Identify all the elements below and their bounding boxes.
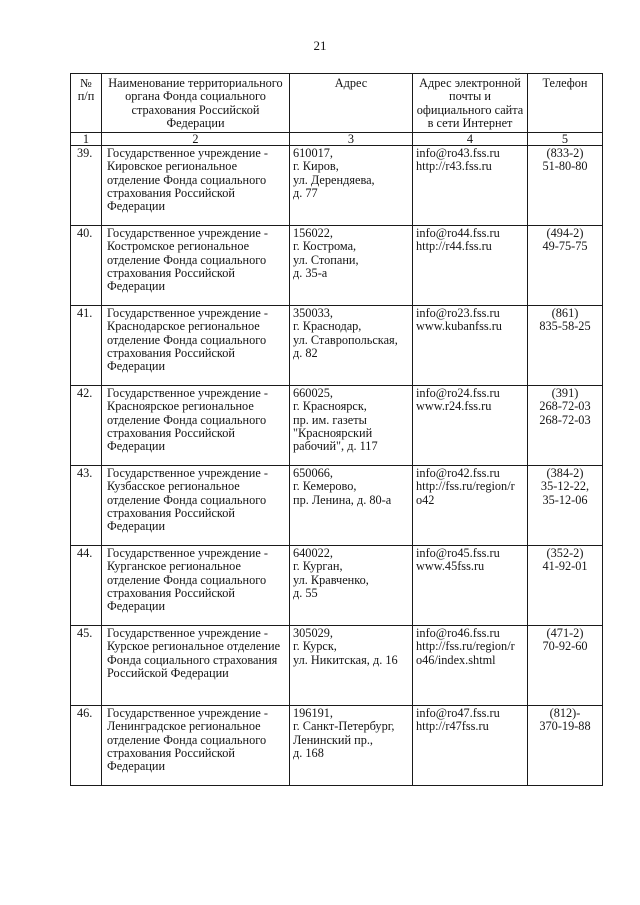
address-cell [290, 706, 413, 786]
web-cell [413, 306, 528, 386]
address-line: д. 82 [293, 346, 318, 361]
phone-line: 70-92-60 [542, 639, 588, 654]
web-cell [413, 146, 528, 226]
header-number: № п/п [71, 74, 102, 133]
phone-line: 835-58-25 [539, 319, 591, 334]
phone-line: 41-92-01 [542, 559, 588, 574]
web-cell [413, 546, 528, 626]
address-cell [290, 386, 413, 466]
body-name: Государственное учреждение - Кировское региональное отделение Фонда социального страхования Российской Федерации [102, 146, 290, 226]
web-cell [413, 466, 528, 546]
web-line: info@ro42.fss.ru [416, 466, 500, 481]
web-line: info@ro45.fss.ru [416, 546, 500, 561]
web-cell [413, 386, 528, 466]
address-line: пр. им. газеты [293, 412, 367, 427]
address-line: 156022, [293, 226, 333, 241]
row-number: 46. [71, 706, 102, 786]
phone-line: (471-2) [546, 626, 584, 641]
address-line: д. 35-а [293, 266, 328, 281]
territorial-bodies-table [70, 73, 603, 786]
table-row [71, 626, 603, 706]
address-cell [290, 626, 413, 706]
address-line: 196191, [293, 706, 333, 721]
address-cell [290, 146, 413, 226]
phone-line: 49-75-75 [542, 239, 588, 254]
column-index: 2 [102, 133, 290, 146]
phone-cell [528, 706, 603, 786]
row-number: 40. [71, 226, 102, 306]
table-header-row [71, 74, 603, 133]
table-row [71, 226, 603, 306]
address-line: 305029, [293, 626, 333, 641]
phone-line: (384-2) [546, 466, 584, 481]
phone-line: 51-80-80 [542, 159, 588, 174]
web-cell [413, 626, 528, 706]
address-line: г. Кемерово, [293, 479, 357, 494]
phone-line: 370-19-88 [539, 719, 591, 734]
phone-line: (352-2) [546, 546, 584, 561]
address-line: 660025, [293, 386, 333, 401]
web-line: www.kubanfss.ru [416, 319, 502, 334]
address-line: ул. Никитская, д. 16 [293, 652, 398, 667]
address-line: ул. Ставропольская, [293, 332, 398, 347]
address-line: рабочий", д. 117 [293, 439, 378, 454]
row-number: 43. [71, 466, 102, 546]
table-body [71, 146, 603, 786]
table-row [71, 306, 603, 386]
column-index-row [71, 133, 603, 146]
page-number: 21 [313, 38, 327, 53]
address-line: г. Красноярск, [293, 399, 367, 414]
web-line: info@ro24.fss.ru [416, 386, 500, 401]
table-row [71, 706, 603, 786]
address-line: ул. Кравченко, [293, 572, 369, 587]
body-name: Государственное учреждение - Краснодарское региональное отделение Фонда социального страхования Российской Федерации [102, 306, 290, 386]
web-line: info@ro44.fss.ru [416, 226, 500, 241]
row-number: 39. [71, 146, 102, 226]
phone-cell [528, 306, 603, 386]
address-line: 640022, [293, 546, 333, 561]
web-line: info@ro43.fss.ru [416, 146, 500, 161]
address-line: ул. Стопани, [293, 252, 359, 267]
address-line: д. 55 [293, 586, 318, 601]
web-line: info@ro46.fss.ru [416, 626, 500, 641]
web-line: o46/index.shtml [416, 652, 496, 667]
row-number: 44. [71, 546, 102, 626]
address-line: д. 77 [293, 186, 318, 201]
address-line: г. Краснодар, [293, 319, 362, 334]
address-line: 610017, [293, 146, 333, 161]
phone-line: 268-72-03 [539, 399, 591, 414]
body-name: Государственное учреждение - Красноярское региональное отделение Фонда социального страхования Российской Федерации [102, 386, 290, 466]
table-row [71, 466, 603, 546]
web-line: http://r47fss.ru [416, 719, 489, 734]
phone-line: 35-12-22, [540, 479, 590, 494]
web-line: www.45fss.ru [416, 559, 485, 574]
address-cell [290, 546, 413, 626]
column-index: 4 [413, 133, 528, 146]
web-line: o42 [416, 492, 435, 507]
web-cell [413, 706, 528, 786]
phone-cell [528, 146, 603, 226]
header-address: Адрес [290, 74, 413, 133]
column-index: 1 [71, 133, 102, 146]
address-line: г. Кострома, [293, 239, 357, 254]
web-line: http://fss.ru/region/r [416, 479, 515, 494]
address-line: д. 168 [293, 746, 324, 761]
address-cell [290, 226, 413, 306]
address-line: г. Киров, [293, 159, 339, 174]
web-line: http://fss.ru/region/r [416, 639, 515, 654]
phone-line: 268-72-03 [539, 412, 591, 427]
phone-cell [528, 466, 603, 546]
web-line: info@ro47.fss.ru [416, 706, 500, 721]
phone-line: (861) [551, 306, 579, 321]
body-name: Государственное учреждение - Курганское региональное отделение Фонда социального страхования Российской Федерации [102, 546, 290, 626]
phone-line: (812)- [549, 706, 581, 721]
address-line: г. Курск, [293, 639, 337, 654]
web-line: www.r24.fss.ru [416, 399, 492, 414]
phone-cell [528, 386, 603, 466]
web-cell [413, 226, 528, 306]
row-number: 41. [71, 306, 102, 386]
phone-cell [528, 546, 603, 626]
body-name: Государственное учреждение - Костромское региональное отделение Фонда социального страхования Российской Федерации [102, 226, 290, 306]
address-line: 650066, [293, 466, 333, 481]
address-line: ул. Дерендяева, [293, 172, 375, 187]
header-web: Адрес электронной почты и официального сайта в сети Интернет [413, 74, 528, 133]
phone-cell [528, 226, 603, 306]
address-cell [290, 466, 413, 546]
web-line: http://r44.fss.ru [416, 239, 492, 254]
table-row [71, 146, 603, 226]
phone-cell [528, 626, 603, 706]
phone-line: (391) [551, 386, 579, 401]
address-line: г. Курган, [293, 559, 343, 574]
table-row [71, 546, 603, 626]
column-index: 3 [290, 133, 413, 146]
column-index: 5 [528, 133, 603, 146]
body-name: Государственное учреждение - Кузбасское региональное отделение Фонда социального страхования Российской Федерации [102, 466, 290, 546]
phone-line: (833-2) [546, 146, 584, 161]
row-number: 45. [71, 626, 102, 706]
table-row [71, 386, 603, 466]
address-line: г. Санкт-Петербург, [293, 719, 395, 734]
header-name: Наименование территориального органа Фонда социального страхования Российской Федерации [102, 74, 290, 133]
body-name: Государственное учреждение - Ленинградское региональное отделение Фонда социального страхования Российской Федерации [102, 706, 290, 786]
address-line: "Красноярский [293, 426, 373, 441]
header-phone: Телефон [528, 74, 603, 133]
address-cell [290, 306, 413, 386]
body-name: Государственное учреждение - Курское региональное отделение Фонда социального страхования Российской Федерации [102, 626, 290, 706]
web-line: http://r43.fss.ru [416, 159, 492, 174]
row-number: 42. [71, 386, 102, 466]
phone-line: 35-12-06 [542, 492, 588, 507]
address-line: пр. Ленина, д. 80-а [293, 492, 392, 507]
phone-line: (494-2) [546, 226, 584, 241]
address-line: 350033, [293, 306, 333, 321]
address-line: Ленинский пр., [293, 732, 374, 747]
web-line: info@ro23.fss.ru [416, 306, 500, 321]
